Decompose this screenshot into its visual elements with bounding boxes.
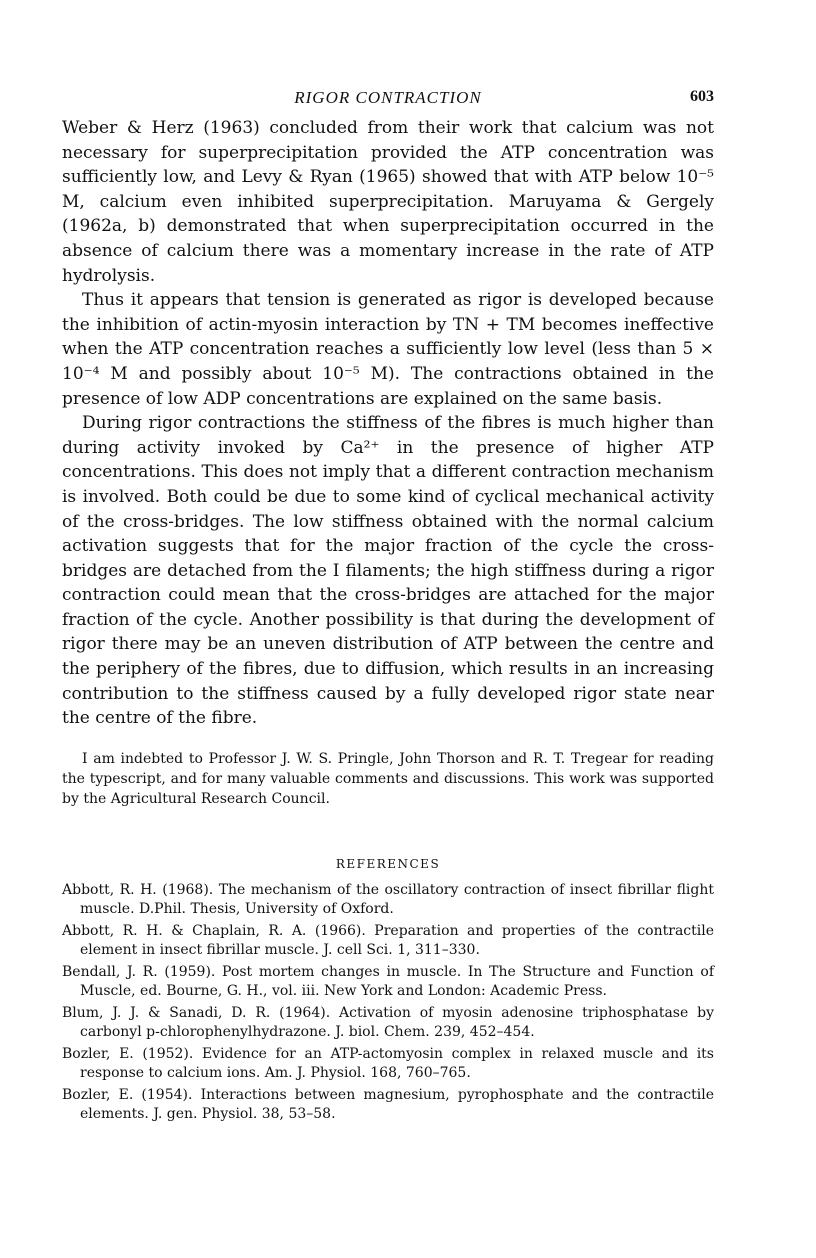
acknowledgement: I am indebted to Professor J. W. S. Pringle, John Thorson and R. T. Tregear for reading the typescript, and for many valuable comments and discussions. This work was supported by the Agricultural Research Council. (62, 750, 714, 807)
running-head (62, 88, 714, 116)
reference-item: Abbott, R. H. (1968). The mechanism of the oscillatory contraction of insect fibrillar flight muscle. D.Phil. Thesis, University of Oxford. (62, 881, 714, 918)
paragraph-1: Weber & Herz (1963) concluded from their work that calcium was not necessary for superprecipitation provided the ATP concentration was sufficiently low, and Levy & Ryan (1965) showed that with ATP below 10⁻⁵ M, calcium even inhibited superprecipitation. Maruyama & Gergely (1962a, b) demonstrated that when superprecipitation occurred in the absence of calcium there was a momentary increase in the rate of ATP hydrolysis. (62, 118, 714, 286)
references-heading: REFERENCES (335, 856, 441, 871)
paragraph-2: Thus it appears that tension is generated as rigor is developed because the inhibition of actin-myosin interaction by TN + TM becomes ineffective when the ATP concentration reaches a sufficiently low level (less than 5 × 10⁻⁴ M and possibly about 10⁻⁵ M). The contractions obtained in the presence of low ADP concentrations are explained on the same basis. (62, 290, 714, 409)
body-text (62, 116, 714, 731)
reference-item: Bendall, J. R. (1959). Post mortem changes in muscle. In The Structure and Function of Muscle, ed. Bourne, G. H., vol. iii. New York and London: Academic Press. (62, 963, 714, 1000)
references-list (62, 881, 714, 1125)
paragraph-3: During rigor contractions the stiffness of the fibres is much higher than during activity invoked by Ca²⁺ in the presence of higher ATP concentrations. This does not imply that a different contraction mechanism is involved. Both could be due to some kind of cyclical mechanical activity of the cross-bridges. The low stiffness obtained with the normal calcium activation suggests that for the major fraction of the cycle the cross-bridges are detached from the I filaments; the high stiffness during a rigor contraction could mean that the cross-bridges are attached for the major fraction of the cycle. Another possibility is that during the development of rigor there may be an uneven distribution of ATP between the centre and the periphery of the fibres, due to diffusion, which results in an increasing contribution to the stiffness caused by a fully developed rigor state near the centre of the fibre. (62, 413, 714, 729)
journal-page (62, 88, 714, 1127)
running-title: RIGOR CONTRACTION (294, 88, 482, 107)
page-number: 603 (690, 88, 714, 105)
reference-item: Bozler, E. (1952). Evidence for an ATP-actomyosin complex in relaxed muscle and its response to calcium ions. Am. J. Physiol. 168, 760–765. (62, 1045, 714, 1082)
reference-item: Blum, J. J. & Sanadi, D. R. (1964). Activation of myosin adenosine triphosphatase by carbonyl p-chlorophenylhydrazone. J. biol. Chem. 239, 452–454. (62, 1004, 714, 1041)
reference-item: Bozler, E. (1954). Interactions between magnesium, pyrophosphate and the contractile elements. J. gen. Physiol. 38, 53–58. (62, 1086, 714, 1123)
reference-item: Abbott, R. H. & Chaplain, R. A. (1966). Preparation and properties of the contractile element in insect fibrillar muscle. J. cell Sci. 1, 311–330. (62, 922, 714, 959)
